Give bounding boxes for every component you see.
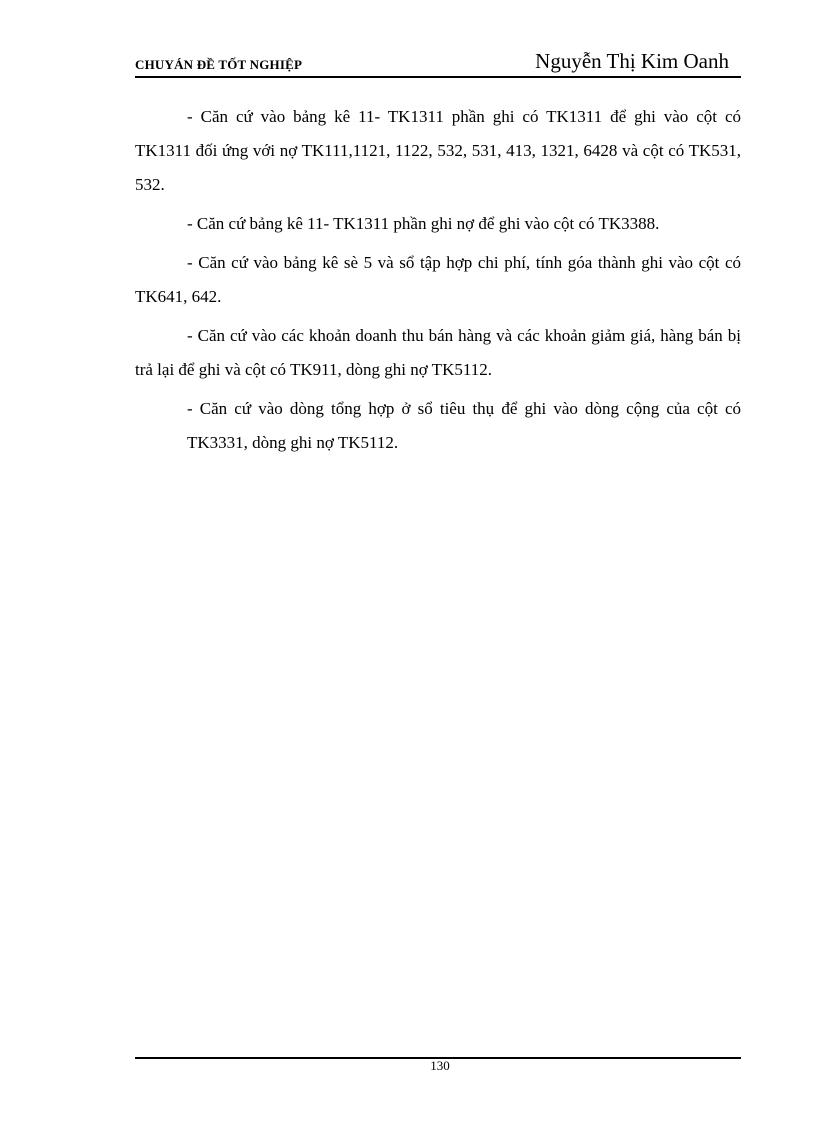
page-number: 130 xyxy=(430,1058,450,1073)
paragraph: - Căn cứ vào dòng tổng hợp ở sổ tiêu thụ để ghi vào dòng cộng của cột có TK3331, dòng ghi nợ TK5112. xyxy=(187,399,741,452)
document-type-label: CHUYÁN ĐỀ TỐT NGHIỆP xyxy=(135,57,303,72)
page-header xyxy=(135,46,741,78)
paragraph: - Căn cứ vào bảng kê 11- TK1311 phần ghi có TK1311 để ghi vào cột có TK1311 đối ứng với nợ TK111,1121, 1122, 532, 531, 413, 1321, 6428 và cột có TK531, 532. xyxy=(135,107,741,194)
document-body xyxy=(135,100,741,465)
paragraph: - Căn cứ vào các khoản doanh thu bán hàng và các khoản giảm giá, hàng bán bị trả lại để ghi và cột có TK911, dòng ghi nợ TK5112. xyxy=(135,326,741,379)
author-name: Nguyễn Thị Kim Oanh xyxy=(535,49,729,73)
paragraph: - Căn cứ bảng kê 11- TK1311 phần ghi nợ để ghi vào cột có TK3388. xyxy=(187,214,660,233)
paragraph: - Căn cứ vào bảng kê sè 5 và sổ tập hợp chi phí, tính góa thành ghi vào cột có TK641, 642. xyxy=(135,253,741,306)
